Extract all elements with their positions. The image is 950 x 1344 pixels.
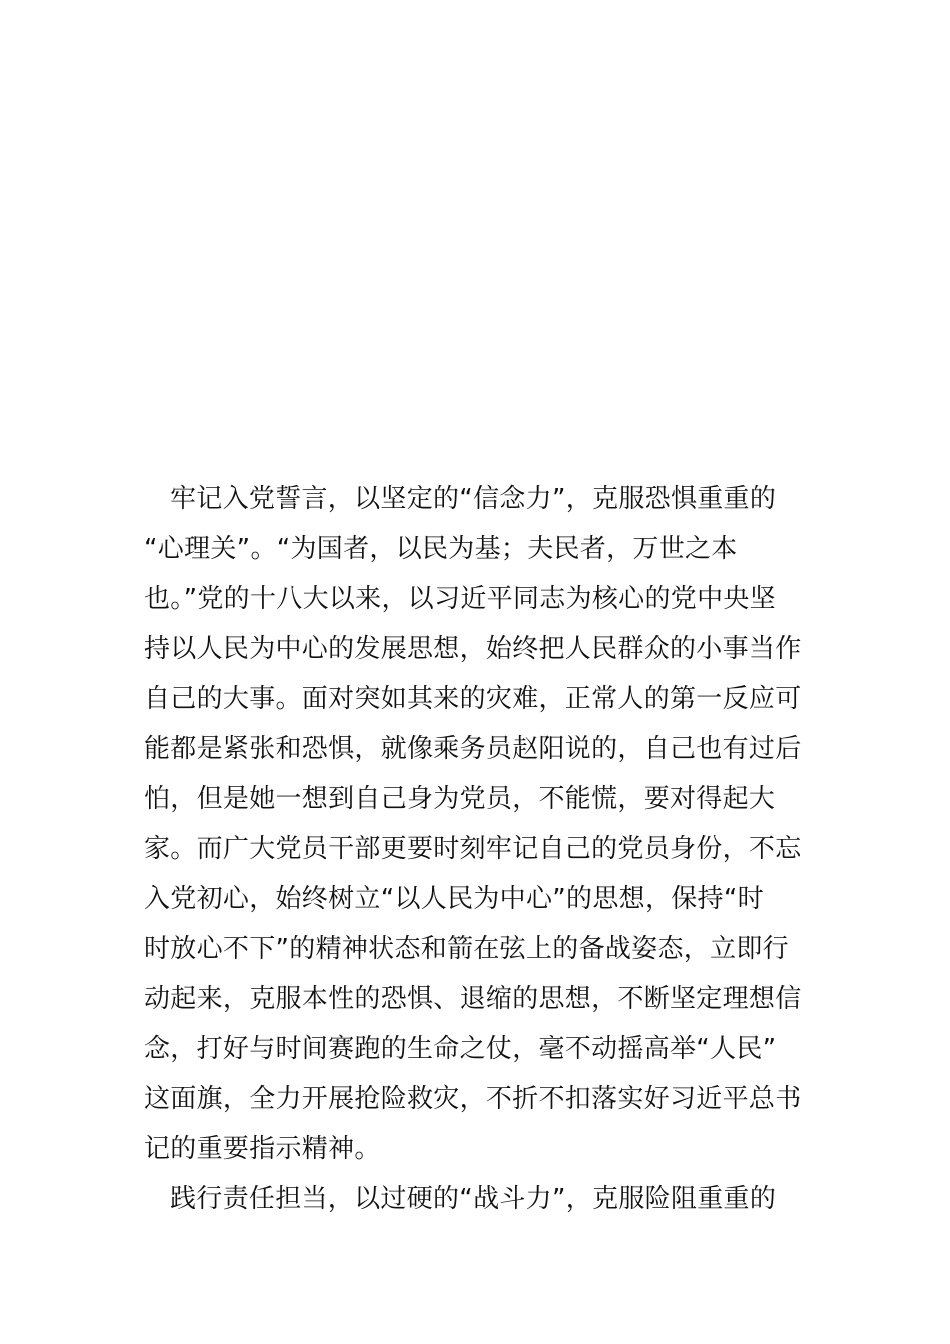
paragraph-line: 时放心不下”的精神状态和箭在弦上的备战姿态，立即行: [144, 934, 789, 964]
paragraph-1: [144, 474, 808, 1174]
paragraph-line: 怕，但是她一想到自己身为党员，不能慌，要对得起大: [144, 784, 776, 814]
paragraph-line: 家。而广大党员干部更要时刻牢记自己的党员身份，不忘: [144, 834, 802, 864]
paragraph-line: 牢记入党誓言，以坚定的“信念力”，克服恐惧重重的: [170, 484, 777, 514]
paragraph-2: [144, 1174, 808, 1224]
paragraph-line: 自己的大事。面对突如其来的灾难，正常人的第一反应可: [144, 684, 802, 714]
paragraph-line: 这面旗，全力开展抢险救灾，不折不扣落实好习近平总书: [144, 1084, 802, 1114]
paragraph-line: 践行责任担当，以过硬的“战斗力”，克服险阻重重的: [170, 1184, 777, 1214]
paragraph-line: 能都是紧张和恐惧，就像乘务员赵阳说的，自己也有过后: [144, 734, 802, 764]
paragraph-line: 动起来，克服本性的恐惧、退缩的思想，不断坚定理想信: [144, 984, 802, 1014]
paragraph-line: 念，打好与时间赛跑的生命之仗，毫不动摇高举“人民”: [144, 1034, 777, 1064]
paragraph-line: 也。”党的十八大以来，以习近平同志为核心的党中央坚: [144, 584, 776, 614]
body-text: [144, 474, 808, 1224]
paragraph-line: 持以人民为中心的发展思想，始终把人民群众的小事当作: [144, 634, 802, 664]
paragraph-line: 记的重要指示精神。: [144, 1134, 381, 1164]
paragraph-line: 入党初心，始终树立“以人民为中心”的思想，保持“时: [144, 884, 764, 914]
paragraph-line: “心理关”。“为国者，以民为基；夫民者，万世之本: [144, 534, 738, 564]
